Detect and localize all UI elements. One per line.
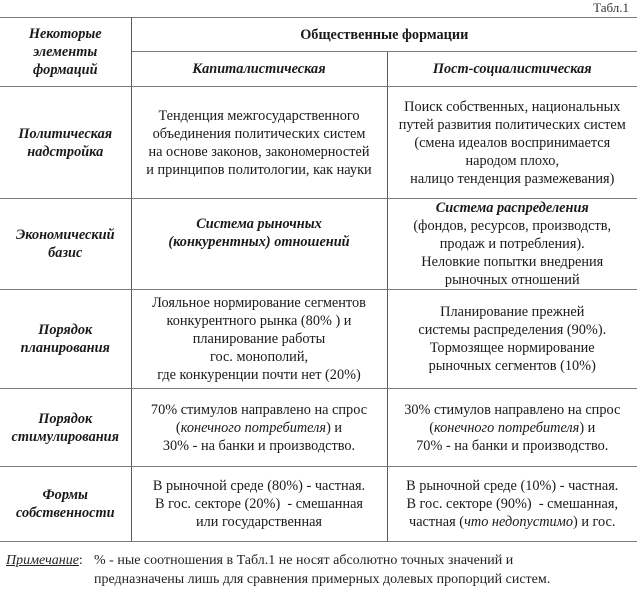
cell-line: (фондов, ресурсов, производств, [413, 218, 612, 234]
column-header-post-socialist [387, 52, 637, 87]
cell-line: 30% - на банки и производство. [162, 437, 356, 454]
row-label-line: надстройка [27, 143, 104, 160]
text-fragment: ) и гос. [572, 514, 616, 530]
row-label-cell [0, 199, 131, 290]
cell-line: планирование работы [192, 331, 326, 347]
post-socialist-cell [387, 290, 637, 389]
capitalist-cell [131, 467, 387, 542]
cell-line: Тормозящее нормирование [429, 340, 595, 356]
row-label-line: собственности [15, 505, 115, 521]
cell-line: путей развития политических систем [398, 116, 626, 133]
italic-emphasis: конечного потребителя [433, 419, 580, 436]
row-header-cell [0, 18, 131, 87]
row-header-line: формаций [32, 62, 98, 78]
cell-line: гос. монополий, [209, 349, 309, 365]
row-label-cell [0, 467, 131, 542]
footnote-line: % - ные соотношения в Табл.1 не носят абсолютно точных значений и [94, 553, 514, 568]
cell-line: системы распределения (90%). [418, 322, 607, 338]
row-label-line: Формы [42, 487, 88, 503]
cell-line: В гос. секторе (90%) - смешанная, [406, 496, 619, 512]
row-label-line: Порядок [38, 410, 93, 427]
text-fragment: ( [429, 419, 434, 436]
table-row [0, 290, 637, 389]
italic-emphasis: конечного потребителя [180, 419, 327, 436]
table-row [0, 389, 637, 467]
text-fragment: ( [175, 419, 181, 436]
table-row [0, 199, 637, 290]
cell-line: (конкурентных) отношений [168, 234, 350, 250]
row-label-cell [0, 290, 131, 389]
cell-line: В рыночной среде (10%) - частная. [406, 478, 619, 494]
row-label-line: базис [48, 245, 83, 261]
group-title: Общественные формации [300, 26, 469, 43]
row-label-line: Порядок [38, 322, 93, 338]
column-header-capitalist [131, 52, 387, 87]
cell-line: Поиск собственных, национальных [404, 98, 621, 115]
cell-line: рыночных отношений [444, 272, 580, 288]
table-header-row [0, 18, 637, 52]
cell-line: и принципов политологии, как науки [146, 161, 372, 178]
post-socialist-cell [387, 87, 637, 199]
row-header-line: элементы [33, 44, 98, 60]
footnote-text [94, 551, 634, 589]
text-fragment: частная ( [409, 514, 465, 530]
footnote-label: Примечание [6, 553, 79, 568]
group-header-cell [131, 18, 637, 52]
capitalist-cell [131, 389, 387, 467]
cell-line: или государственная [195, 514, 323, 530]
cell-line: налицо тенденция размежевания) [410, 170, 615, 187]
cell-line [392, 419, 634, 437]
cell-line: где конкуренции почти нет (20%) [157, 367, 361, 383]
footnote [6, 551, 551, 587]
cell-line: Система рыночных [196, 216, 322, 232]
cell-line: Планирование прежней [440, 304, 585, 320]
cell-line: 70% стимулов направлено на спрос [150, 401, 368, 418]
cell-line: объединения политических систем [152, 125, 366, 142]
cell-line: (смена идеалов воспринимается [414, 134, 611, 151]
footnote-colon: : [78, 553, 83, 568]
post-socialist-cell [387, 199, 637, 290]
capitalist-cell [131, 199, 387, 290]
cell-line: рыночных сегментов (10%) [428, 358, 596, 374]
cell-line: В рыночной среде (80%) - частная. [152, 478, 366, 494]
cell-line: Лояльное нормирование сегментов [152, 295, 366, 311]
cell-line: В гос. секторе (20%) - смешанная [154, 496, 364, 512]
column-header-label: Пост-социалистическая [432, 61, 592, 77]
row-label-line: Политическая [18, 125, 113, 142]
capitalist-cell [131, 290, 387, 389]
text-fragment: ) и [326, 419, 343, 436]
cell-line: на основе законов, закономерностей [148, 143, 370, 160]
table-number-label: Табл.1 [593, 0, 629, 15]
row-label-cell [0, 87, 131, 199]
post-socialist-cell [387, 467, 637, 542]
footnote-line: предназначены лишь для сравнения примерных долевых пропорций систем. [94, 572, 551, 587]
row-label-line: планирования [20, 340, 110, 356]
text-fragment: ) и [579, 419, 596, 436]
formations-comparison-table [0, 17, 637, 542]
row-header-line: Некоторые [28, 26, 102, 42]
cell-line: конкурентного рынка (80% ) и [166, 313, 352, 329]
cell-line: народом плохо, [465, 152, 560, 169]
table-row [0, 467, 637, 542]
cell-line: продаж и потребления). [439, 236, 585, 252]
row-label-cell [0, 389, 131, 467]
cell-line: 30% стимулов направлено на спрос [404, 401, 621, 418]
capitalist-cell [131, 87, 387, 199]
post-socialist-cell [387, 389, 637, 467]
table-row [0, 87, 637, 199]
italic-emphasis: что недопустимо [464, 514, 573, 530]
cell-line [392, 513, 634, 531]
cell-line: Тенденция межгосударственного [158, 107, 360, 124]
cell-line [136, 419, 383, 437]
row-label-line: стимулирования [11, 428, 119, 445]
cell-line: 70% - на банки и производство. [416, 437, 609, 454]
cell-line: Неловкие попытки внедрения [421, 254, 604, 270]
column-header-label: Капиталистическая [192, 61, 326, 77]
cell-line: Система распределения [435, 200, 589, 216]
row-label-line: Экономический [15, 227, 115, 243]
